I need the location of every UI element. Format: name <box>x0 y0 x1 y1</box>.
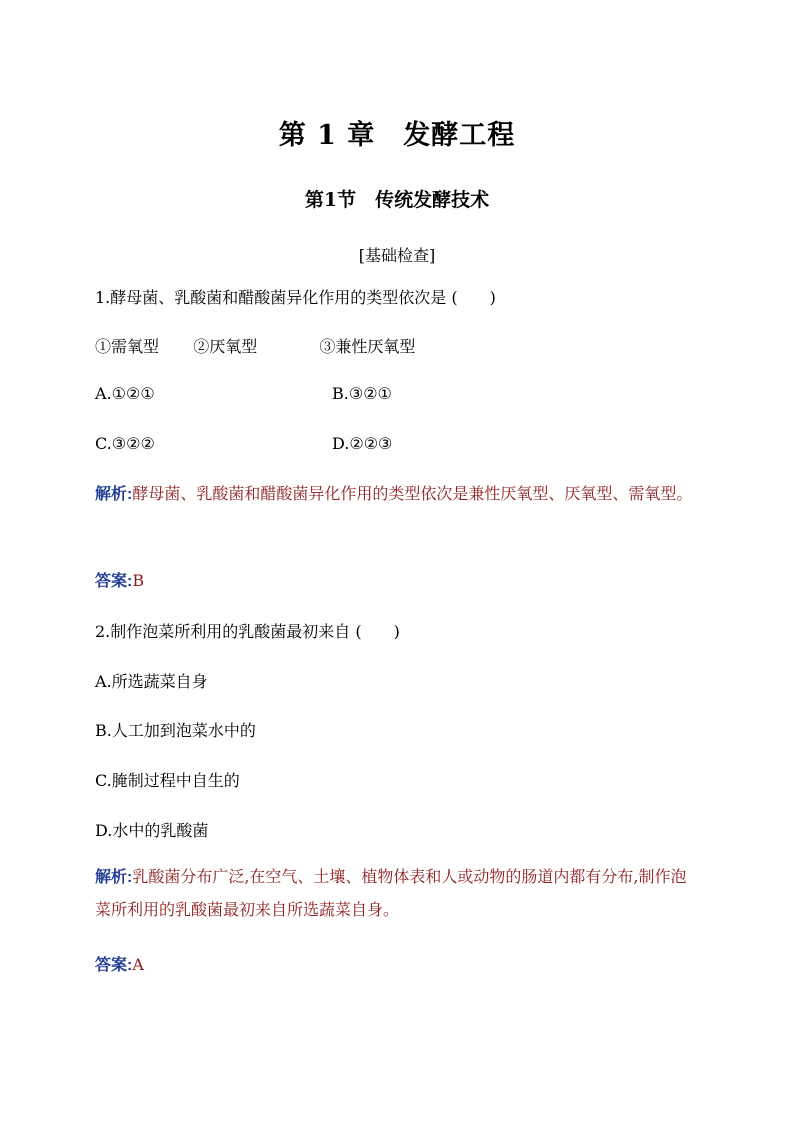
q2-answer-label: 答案: <box>95 957 133 974</box>
question-1-stem: 1.酵母菌、乳酸菌和醋酸菌异化作用的类型依次是 ( ) <box>95 288 496 307</box>
q2-analysis-label: 解析: <box>95 869 133 886</box>
category-label: [基础检查] <box>358 246 436 265</box>
q1-option-c[interactable]: C.③②② <box>95 434 155 453</box>
q2-option-c[interactable]: C.腌制过程中自生的 <box>95 771 240 790</box>
q2-answer-value: A <box>132 955 144 974</box>
q1-answer-value: B <box>132 571 145 590</box>
q2-option-a[interactable]: A.所选蔬菜自身 <box>95 672 208 691</box>
q2-analysis-text: 乳酸菌分布广泛,在空气、土壤、植物体表和人或动物的肠道内都有分布,制作泡菜所利用的乳酸菌最初来自所选蔬菜自身。 <box>95 867 687 919</box>
q1-answer-label: 答案: <box>95 573 133 590</box>
section-title: 第1节 传统发酵技术 <box>304 189 490 211</box>
q2-option-b[interactable]: B.人工加到泡菜水中的 <box>95 721 256 740</box>
q1-item-1: ①需氧型 <box>95 337 160 356</box>
q1-analysis-text: 酵母菌、乳酸菌和醋酸菌异化作用的类型依次是兼性厌氧型、厌氧型、需氧型。 <box>132 484 693 503</box>
q1-option-a[interactable]: A.①②① <box>95 384 155 403</box>
q1-analysis-label: 解析: <box>95 486 133 503</box>
q1-analysis <box>95 478 695 511</box>
q1-option-b[interactable]: B.③②① <box>332 384 392 403</box>
q2-answer <box>95 952 144 975</box>
q1-answer <box>95 568 144 591</box>
q2-option-d[interactable]: D.水中的乳酸菌 <box>95 821 209 840</box>
q1-item-2: ②厌氧型 <box>193 337 258 356</box>
q1-option-d[interactable]: D.②②③ <box>332 434 393 453</box>
question-1-items <box>95 334 415 357</box>
question-2-stem: 2.制作泡菜所利用的乳酸菌最初来自 ( ) <box>95 622 400 641</box>
q2-analysis <box>95 861 695 926</box>
chapter-title: 第 1 章 发酵工程 <box>278 120 516 151</box>
q1-item-3: ③兼性厌氧型 <box>319 337 416 356</box>
